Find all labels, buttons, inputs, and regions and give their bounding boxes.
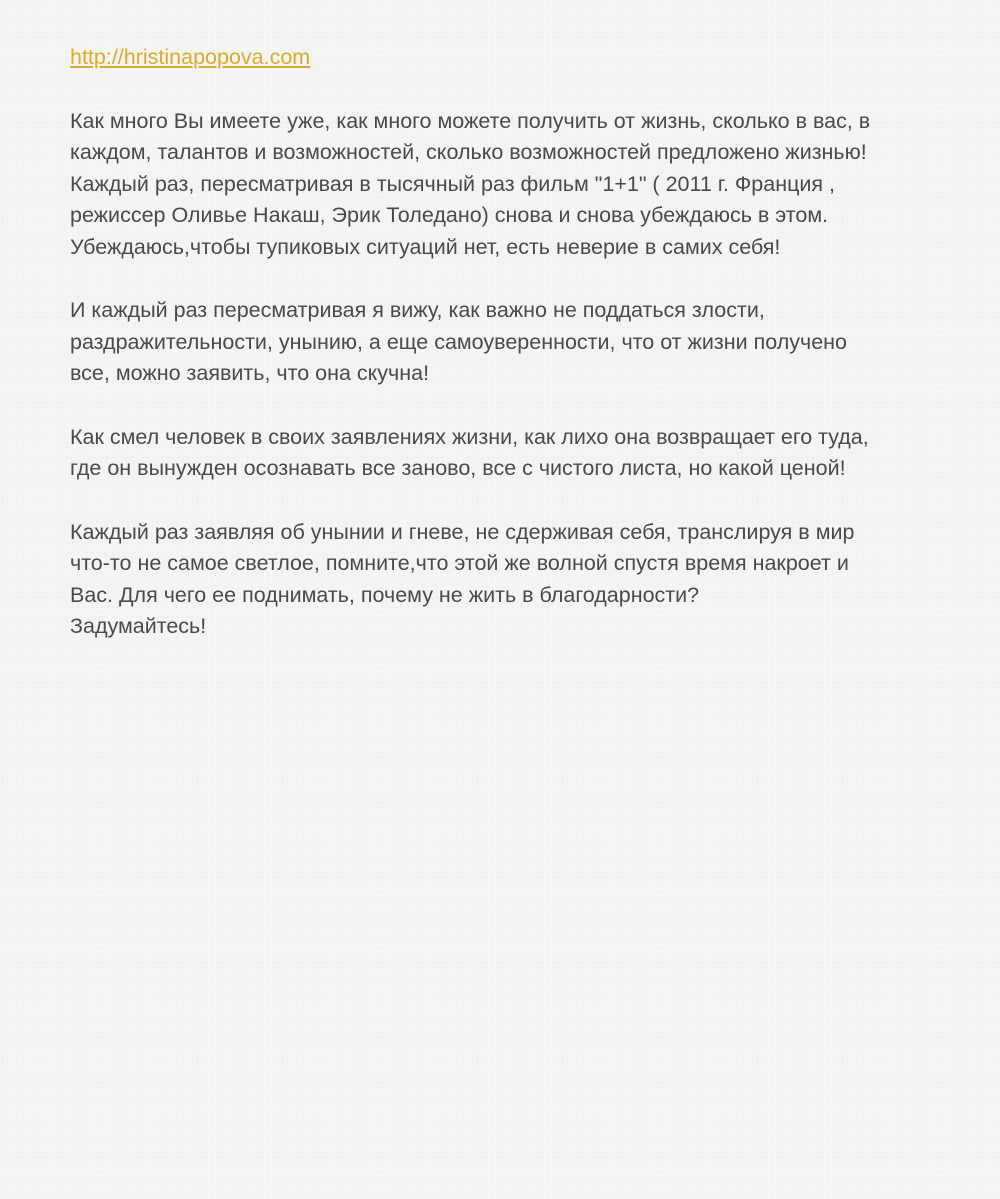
website-link[interactable]: http://hristinapopova.com [70,45,311,69]
paragraph-3: Как смел человек в своих заявлениях жизни, как лихо она возвращает его туда, где он вынужден осознавать все заново, все с чистого листа, но какой ценой! [70,424,869,480]
paragraph-2: И каждый раз пересматривая я вижу, как важно не поддаться злости, раздражительности, унынию, а еще самоуверенности, что от жизни получено все, можно заявить, что она скучна! [70,298,848,385]
note-content [70,42,950,643]
paragraph-1: Как много Вы имеете уже, как много можете получить от жизнь, сколько в вас, в каждом, талантов и возможностей, сколько возможностей предложено жизнью! Каждый раз, пересматривая в тысячный раз фильм "1+1" ( 2011 г. Франция , режиссер Оливье Накаш, Эрик Толедано) снова и снова убеждаюсь в этом. Убеждаюсь,чтобы тупиковых ситуаций нет, есть неверие в самих себя! [70,108,871,259]
paragraph-4: Каждый раз заявляя об унынии и гневе, не сдерживая себя, транслируя в мир что-то не самое светлое, помните,что этой же волной спустя время накроет и Вас. Для чего ее поднимать, почему не жить в благодарности? Задумайтесь! [70,519,855,638]
